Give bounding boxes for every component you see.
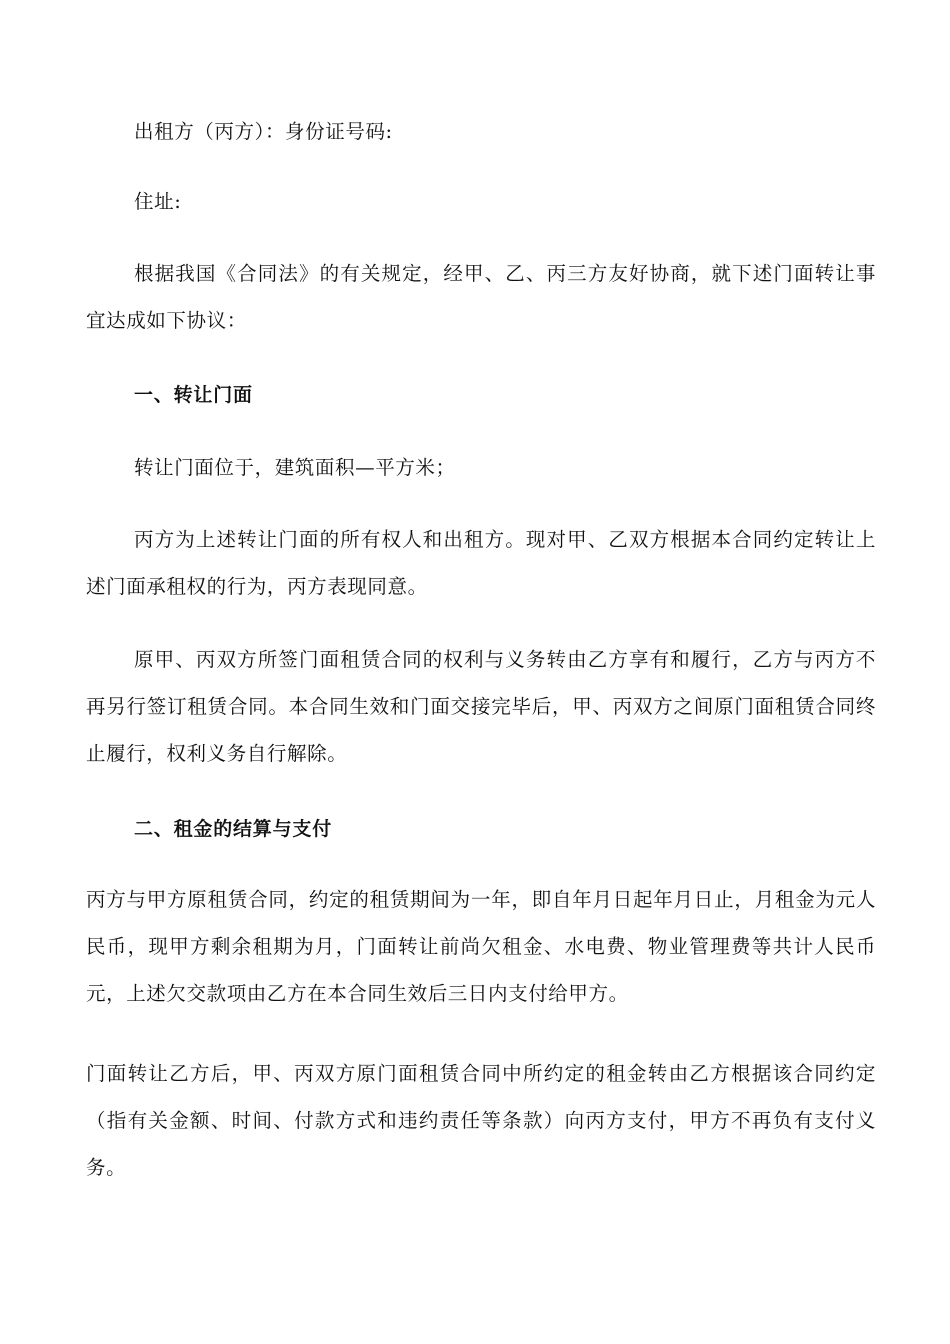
section-heading-transfer: 一、转让门面 (134, 384, 253, 406)
address-line: 住址: (134, 190, 182, 213)
section-heading-rent: 二、租金的结算与支付 (134, 818, 333, 840)
rent-settlement-paragraph: 丙方与甲方原租赁合同，约定的租赁期间为一年，即自年月日起年月日止，月租金为元人民币，现甲方剩余租期为月，门面转让前尚欠租金、水电费、物业管理费等共计人民币元，上述欠交款项由乙方在本合同生效后三日内支付给甲方。 (86, 888, 876, 1005)
shop-location-paragraph: 转让门面位于，建筑面积—平方米； (134, 456, 456, 479)
rent-payment-paragraph: 门面转让乙方后，甲、丙双方原门面租赁合同中所约定的租金转由乙方根据该合同约定（指有关金额、时间、付款方式和违约责任等条款）向丙方支付，甲方不再负有支付义务。 (86, 1062, 876, 1179)
rights-transfer-paragraph: 原甲、丙双方所签门面租赁合同的权利与义务转由乙方享有和履行，乙方与丙方不再另行签订租赁合同。本合同生效和门面交接完毕后，甲、丙双方之间原门面租赁合同终止履行，权利义务自行解除。 (86, 648, 876, 765)
preamble-paragraph: 根据我国《合同法》的有关规定，经甲、乙、丙三方友好协商，就下述门面转让事宜达成如下协议： (86, 262, 876, 332)
lessor-id-line: 出租方（丙方）：身份证号码: (134, 120, 393, 143)
owner-consent-paragraph: 丙方为上述转让门面的所有权人和出租方。现对甲、乙双方根据本合同约定转让上述门面承租权的行为，丙方表现同意。 (86, 528, 876, 598)
